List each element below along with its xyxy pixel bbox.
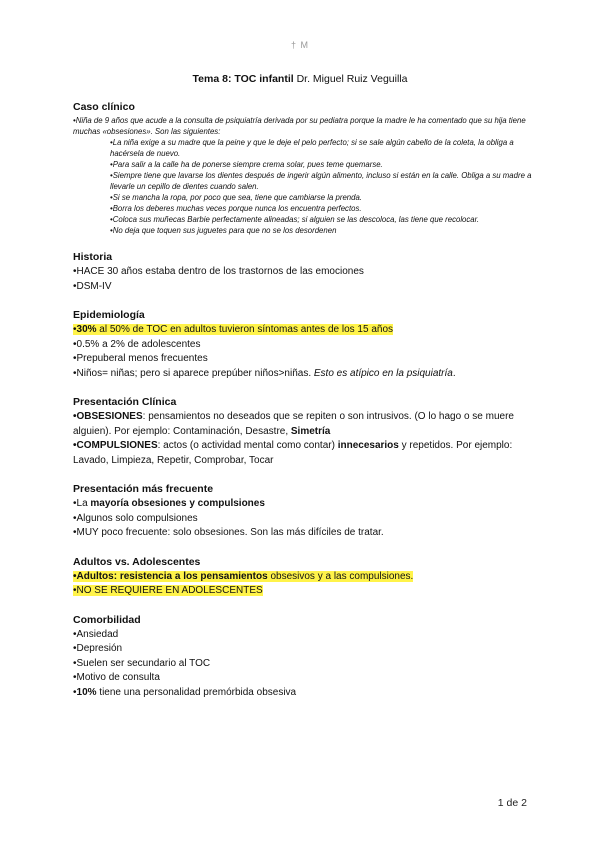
- list-item: •Para salir a la calle ha de ponerse siempre crema solar, pues teme quemarse.: [110, 160, 383, 169]
- bold-text: •Adultos: resistencia a los pensamientos: [73, 570, 268, 582]
- bullet: •: [73, 686, 77, 698]
- epidemiologia-heading: Epidemiología: [73, 309, 145, 321]
- document-title: [0, 73, 600, 85]
- list-item: •Prepuberal menos frecuentes: [73, 353, 208, 364]
- list-item: [73, 686, 533, 701]
- caso-heading: Caso clínico: [73, 101, 135, 113]
- title-main: Tema 8: TOC infantil: [192, 73, 294, 85]
- text: .: [452, 367, 456, 379]
- bullet: •: [73, 324, 77, 335]
- italic-text: Esto es atípico en la psiquiatría: [313, 367, 453, 379]
- section-adultos-adolescentes: [73, 556, 533, 599]
- list-item: •Suelen ser secundario al TOC: [73, 657, 211, 669]
- list-item: •Algunos solo compulsiones: [73, 512, 198, 524]
- section-historia: [73, 251, 533, 294]
- list-item: [73, 323, 533, 338]
- section-caso-clinico: [73, 101, 533, 236]
- section-presentacion-clinica: [73, 396, 533, 468]
- list-item: •Borra los deberes muchas veces porque nunca los encuentra perfectos.: [110, 204, 362, 213]
- page-number: 1 de 2: [497, 797, 527, 809]
- list-item: •La niña exige a su madre que la peine y que le deje el pelo perfecto; si se sale algún cabello de la coleta, la obliga a hacérsela de nuevo.: [110, 138, 514, 158]
- bold-text: Simetría: [290, 425, 331, 437]
- compulsiones-paragraph: [73, 439, 533, 468]
- bold-text: •COMPULSIONES: [73, 440, 158, 451]
- obsesiones-paragraph: [73, 410, 533, 439]
- text: y repetidos. Por ejemplo: Lavado, Limpieza, Repetir, Comprobar, Tocar: [73, 440, 513, 466]
- text: al 50% de TOC en adultos tuvieron síntomas antes de los 15 años: [96, 324, 394, 335]
- highlight: [73, 571, 413, 582]
- text: •Niños= niñas; pero si aparece prepúber niños>niñas.: [73, 367, 314, 379]
- text: : actos (o actividad mental como contar): [157, 440, 338, 451]
- section-presentacion-frecuente: [73, 483, 533, 541]
- text: •La: [73, 498, 91, 509]
- highlight: •NO SE REQUIERE EN ADOLESCENTES: [73, 585, 263, 596]
- list-item: •Si se mancha la ropa, por poco que sea, tiene que cambiarse la prenda.: [110, 193, 362, 202]
- list-item: •Depresión: [73, 643, 123, 654]
- section-comorbilidad: [73, 614, 533, 701]
- bold-text: •OBSESIONES: [73, 411, 143, 422]
- bold-text: innecesarios: [337, 440, 399, 451]
- bold-text: 10%: [76, 686, 97, 698]
- list-item: •MUY poco frecuente: solo obsesiones. Son las más difíciles de tratar.: [73, 527, 384, 538]
- historia-heading: Historia: [73, 251, 113, 263]
- list-item: •Siempre tiene que lavarse los dientes después de ingerir algún alimento, incluso si están en la calle. Obliga a su madre a llevarle un cepillo de dientes cuando salen.: [110, 171, 532, 191]
- list-item: •Motivo de consulta: [73, 672, 160, 683]
- text: obsesivos y a las compulsiones.: [267, 570, 414, 582]
- list-item: •No deja que toquen sus juguetes para que no se los desordenen: [110, 226, 337, 235]
- section-epidemiologia: [73, 309, 533, 381]
- list-item: [73, 367, 533, 382]
- list-item: •Coloca sus muñecas Barbie perfectamente alineadas; si alguien se las descoloca, las tiene que recolocar.: [110, 215, 480, 224]
- frecuente-heading: Presentación más frecuente: [73, 483, 214, 495]
- list-item: [73, 584, 533, 599]
- adultos-heading: Adultos vs. Adolescentes: [73, 555, 201, 568]
- bold-text: mayoría obsesiones y compulsiones: [90, 498, 265, 509]
- comorbilidad-heading: Comorbilidad: [73, 613, 141, 626]
- caso-intro: •Niña de 9 años que acude a la consulta de psiquiatría derivada por su pediatra porque la madre le ha comentado que su hija tiene muchas «obsesiones». Son las siguientes:: [73, 116, 526, 136]
- list-item: •Ansiedad: [73, 628, 119, 640]
- document-body: [73, 101, 533, 715]
- list-item: •DSM-IV: [73, 280, 112, 292]
- text: tiene una personalidad premórbida obsesiva: [96, 686, 297, 698]
- caso-list: [73, 137, 533, 236]
- title-author: Dr. Miguel Ruiz Veguilla: [293, 73, 408, 85]
- list-item: [73, 570, 533, 585]
- text: : pensamientos no deseados que se repiten o son intrusivos. (O lo hago o se muere alguien). Por ejemplo: Contaminación, Desastre,: [73, 411, 514, 437]
- list-item: •0.5% a 2% de adolescentes: [73, 338, 201, 350]
- highlight: [73, 324, 393, 335]
- bold-text: 30%: [76, 324, 97, 335]
- list-item: [73, 497, 533, 512]
- list-item: •HACE 30 años estaba dentro de los trastornos de las emociones: [73, 266, 364, 277]
- clinica-heading: Presentación Clínica: [73, 396, 177, 408]
- header-mark: † M: [290, 40, 309, 50]
